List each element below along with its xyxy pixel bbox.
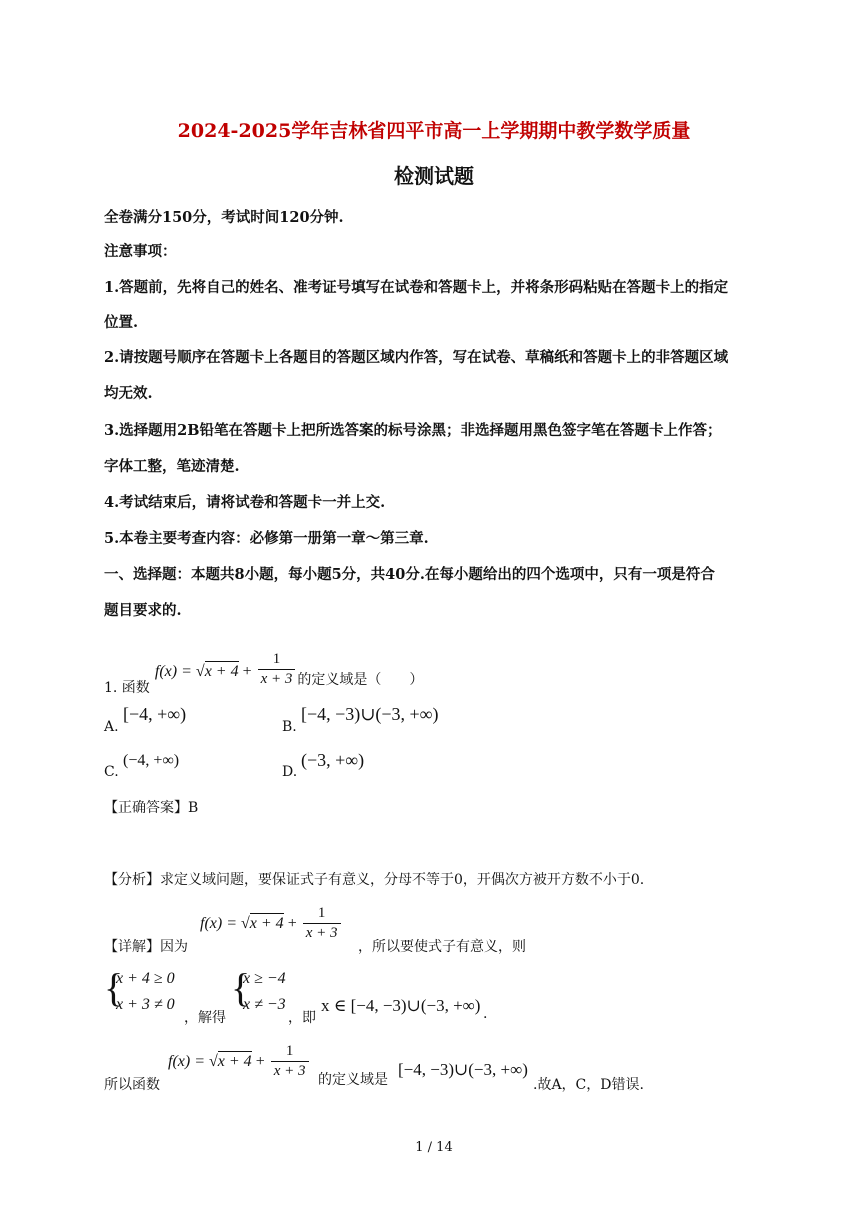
option-a-label: A. — [104, 719, 119, 735]
page-number: 1 / 14 — [415, 1140, 453, 1155]
conclusion-domain: [−4, −3)∪(−3, +∞) — [398, 1060, 528, 1079]
option-b-value: [−4, −3)∪(−3, +∞) — [301, 704, 439, 724]
sqrt-argument: x + 4 — [204, 663, 239, 680]
note-1-line-2: 位置. — [104, 314, 139, 331]
option-d-label: D. — [282, 764, 298, 780]
system-1-brace: { — [104, 965, 124, 1010]
exam-intro: 全卷满分150分，考试时间120分钟. — [104, 209, 344, 226]
section-1-line-1: 一、选择题：本题共8小题，每小题5分，共40分.在每小题给出的四个选项中，只有一项是符合 — [104, 566, 715, 583]
system-2-brace: { — [231, 965, 251, 1010]
note-2-line-2: 均无效. — [104, 385, 153, 402]
conclusion-mid: 的定义域是 — [318, 1072, 388, 1088]
notes-heading: 注意事项： — [104, 243, 177, 260]
conclusion-suffix: .故A，C，D错误. — [533, 1077, 644, 1093]
option-b-label: B. — [282, 719, 297, 735]
note-5: 5.本卷主要考查内容：必修第一册第一章～第三章. — [104, 530, 429, 547]
option-c-value: (−4, +∞) — [123, 752, 180, 769]
solve-text: ，解得 — [184, 1010, 226, 1026]
option-d-value: (−3, +∞) — [301, 750, 365, 770]
system-1-line-2: x + 3 ≠ 0 — [116, 996, 175, 1013]
system-2-line-1: x ≥ −4 — [243, 970, 286, 987]
document-title: 2024-2025学年吉林省四平市高一上学期期中教学数学质量 — [177, 120, 691, 142]
fraction: $\frac{1}{x + 3}$ — [258, 650, 296, 689]
system-1-line-1: x + 4 ≥ 0 — [116, 970, 175, 987]
note-4: 4.考试结束后，请将试卷和答题卡一并上交. — [104, 494, 386, 511]
detail-end: . — [483, 1006, 488, 1022]
question-1-prefix: 1. 函数 — [104, 680, 150, 696]
conclusion-prefix: 所以函数 — [104, 1077, 160, 1093]
section-1-line-2: 题目要求的. — [104, 602, 182, 619]
system-2-line-2: x ≠ −3 — [243, 996, 286, 1013]
function-lhs: f(x) = — [154, 663, 196, 680]
correct-answer: 【正确答案】B — [104, 800, 199, 816]
note-1-line-1: 1.答题前，先将自己的姓名、准考证号填写在试卷和答题卡上，并将条形码粘贴在答题卡上的指定 — [104, 279, 729, 296]
question-1-suffix: 的定义域是（ ） — [297, 672, 424, 688]
note-3-line-2: 字体工整，笔迹清楚. — [104, 458, 240, 475]
detail-label: 【详解】因为 — [104, 939, 188, 955]
detail-function: f(x) = √x + 4 + $\frac{1}{x + 3}$ — [200, 904, 343, 943]
option-c-label: C. — [104, 764, 119, 780]
conclusion-function: f(x) = √x + 4 + $\frac{1}{x + 3}$ — [168, 1042, 311, 1081]
detail-result: x ∈ [−4, −3)∪(−3, +∞) — [321, 996, 481, 1015]
document-subtitle: 检测试题 — [394, 164, 474, 188]
option-a-value: [−4, +∞) — [123, 704, 187, 724]
note-2-line-1: 2.请按题号顺序在答题卡上各题目的答题区域内作答，写在试卷、草稿纸和答题卡上的非答题区域 — [104, 349, 729, 366]
analysis: 【分析】求定义域问题，要保证式子有意义，分母不等于0，开偶次方被开方数不小于0. — [104, 872, 645, 888]
detail-after-function: ，所以要使式子有意义，则 — [358, 939, 526, 955]
question-1: 1. 函数 f(x) = √x + 4 + $\frac{1}{x + 3}$ 的定义域是（ ） — [104, 651, 424, 696]
note-3-line-1: 3.选择题用2B铅笔在答题卡上把所选答案的标号涂黑；非选择题用黑色签字笔在答题卡上作答； — [104, 422, 722, 439]
ji-text: ，即 — [288, 1010, 316, 1026]
